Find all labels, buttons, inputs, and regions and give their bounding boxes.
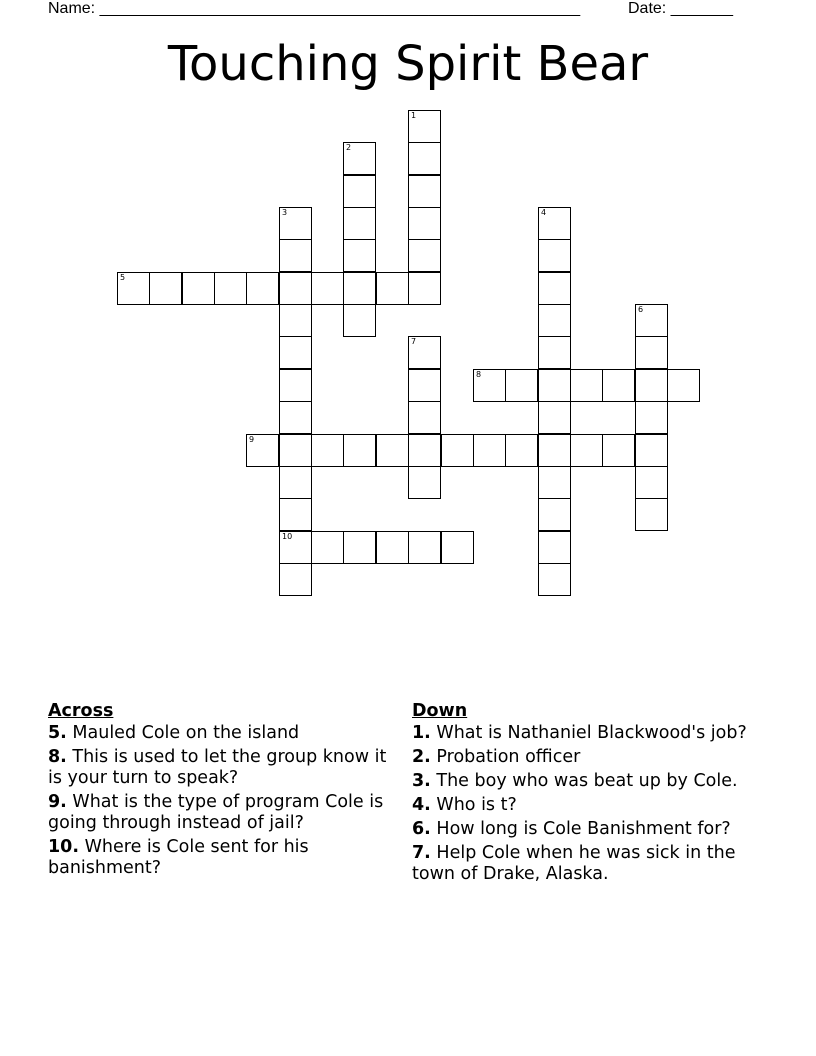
grid-cell[interactable] [343, 207, 376, 240]
clue-number: 6. [412, 819, 431, 839]
across-clue-8 [48, 747, 403, 789]
down-clue-1 [412, 723, 752, 744]
grid-cell[interactable] [538, 401, 571, 434]
clue-text: The boy who was beat up by Cole. [436, 771, 738, 791]
grid-cell[interactable] [279, 336, 312, 369]
grid-cell[interactable] [311, 434, 344, 467]
grid-cell[interactable] [343, 175, 376, 208]
grid-cell[interactable] [408, 369, 441, 402]
grid-cell[interactable] [538, 369, 571, 402]
grid-cell[interactable] [279, 272, 312, 305]
name-label: Name: [48, 0, 96, 17]
grid-cell[interactable] [343, 239, 376, 272]
grid-cell[interactable] [246, 272, 279, 305]
clue-text: Mauled Cole on the island [72, 723, 300, 743]
grid-cell[interactable] [408, 272, 441, 305]
clue-text: Help Cole when he was sick in the town of Drake, Alaska. [412, 843, 736, 884]
clue-number-label: 6 [638, 305, 644, 314]
down-clue-4 [412, 795, 752, 816]
clue-number-label: 5 [120, 273, 126, 282]
grid-cell[interactable] [279, 466, 312, 499]
grid-cell[interactable] [343, 142, 376, 175]
across-clue-9 [48, 792, 403, 834]
grid-cell[interactable] [602, 369, 635, 402]
grid-cell[interactable] [473, 369, 506, 402]
grid-cell[interactable] [343, 531, 376, 564]
grid-cell[interactable] [279, 369, 312, 402]
down-clue-2 [412, 747, 752, 768]
clue-text: What is the type of program Cole is going through instead of jail? [48, 792, 384, 833]
down-clue-3 [412, 771, 752, 792]
grid-cell[interactable] [538, 531, 571, 564]
clue-number-label: 9 [249, 435, 255, 444]
grid-cell[interactable] [538, 272, 571, 305]
clue-number: 5. [48, 723, 67, 743]
grid-cell[interactable] [343, 434, 376, 467]
clue-text: Who is t? [436, 795, 517, 815]
across-heading: Across [48, 701, 114, 721]
grid-cell[interactable] [538, 434, 571, 467]
grid-cell[interactable] [538, 498, 571, 531]
clue-number: 3. [412, 771, 431, 791]
grid-cell[interactable] [408, 142, 441, 175]
down-heading: Down [412, 701, 468, 721]
clue-number-label: 4 [541, 208, 547, 217]
clue-number-label: 8 [476, 370, 482, 379]
grid-cell[interactable] [635, 336, 668, 369]
grid-cell[interactable] [538, 336, 571, 369]
grid-cell[interactable] [538, 563, 571, 596]
grid-cell[interactable] [117, 272, 150, 305]
down-clue-7 [412, 843, 752, 885]
grid-cell[interactable] [408, 207, 441, 240]
clue-number-label: 2 [346, 143, 352, 152]
grid-cell[interactable] [408, 175, 441, 208]
down-clues [412, 701, 752, 888]
clue-number: 7. [412, 843, 431, 863]
grid-cell[interactable] [505, 434, 538, 467]
clue-number: 4. [412, 795, 431, 815]
grid-cell[interactable] [635, 498, 668, 531]
grid-cell[interactable] [279, 434, 312, 467]
clue-number-label: 7 [411, 337, 417, 346]
grid-cell[interactable] [408, 401, 441, 434]
grid-cell[interactable] [279, 401, 312, 434]
grid-cell[interactable] [279, 207, 312, 240]
grid-cell[interactable] [182, 272, 215, 305]
clue-number-label: 1 [411, 111, 417, 120]
grid-cell[interactable] [635, 304, 668, 337]
grid-cell[interactable] [441, 434, 474, 467]
grid-cell[interactable] [408, 239, 441, 272]
grid-cell[interactable] [279, 563, 312, 596]
grid-cell[interactable] [408, 466, 441, 499]
grid-cell[interactable] [279, 531, 312, 564]
down-clue-6 [412, 819, 752, 840]
grid-cell[interactable] [635, 466, 668, 499]
clue-text: How long is Cole Banishment for? [436, 819, 731, 839]
grid-cell[interactable] [311, 272, 344, 305]
grid-cell[interactable] [214, 272, 247, 305]
grid-cell[interactable] [376, 434, 409, 467]
grid-cell[interactable] [343, 304, 376, 337]
grid-cell[interactable] [408, 434, 441, 467]
grid-cell[interactable] [505, 369, 538, 402]
grid-cell[interactable] [343, 272, 376, 305]
clue-text: This is used to let the group know it is your turn to speak? [48, 747, 387, 788]
date-blank[interactable]: _______ [670, 0, 733, 17]
clue-number-label: 3 [282, 208, 288, 217]
grid-cell[interactable] [538, 239, 571, 272]
clue-number: 10. [48, 837, 80, 857]
grid-cell[interactable] [538, 207, 571, 240]
grid-cell[interactable] [570, 434, 603, 467]
grid-cell[interactable] [473, 434, 506, 467]
grid-cell[interactable] [635, 434, 668, 467]
clue-text: What is Nathaniel Blackwood's job? [436, 723, 747, 743]
clue-text: Where is Cole sent for his banishment? [48, 837, 309, 878]
clue-number: 2. [412, 747, 431, 767]
grid-cell[interactable] [311, 531, 344, 564]
grid-cell[interactable] [279, 304, 312, 337]
grid-cell[interactable] [376, 272, 409, 305]
grid-cell[interactable] [538, 466, 571, 499]
clue-number: 8. [48, 747, 67, 767]
grid-cell[interactable] [667, 369, 700, 402]
grid-cell[interactable] [570, 369, 603, 402]
grid-cell[interactable] [279, 498, 312, 531]
grid-cell[interactable] [149, 272, 182, 305]
grid-cell[interactable] [635, 401, 668, 434]
across-clue-10 [48, 837, 403, 879]
grid-cell[interactable] [441, 531, 474, 564]
across-clues [48, 701, 403, 882]
clue-number: 1. [412, 723, 431, 743]
grid-cell[interactable] [635, 369, 668, 402]
grid-cell[interactable] [376, 531, 409, 564]
clue-text: Probation officer [436, 747, 581, 767]
grid-cell[interactable] [246, 434, 279, 467]
grid-cell[interactable] [408, 336, 441, 369]
grid-cell[interactable] [408, 110, 441, 143]
grid-cell[interactable] [538, 304, 571, 337]
date-label: Date: [628, 0, 667, 17]
grid-cell[interactable] [279, 239, 312, 272]
name-blank[interactable]: ______________________________________________________ [99, 0, 581, 17]
clue-number: 9. [48, 792, 67, 812]
clue-number-label: 10 [282, 532, 293, 541]
grid-cell[interactable] [602, 434, 635, 467]
across-clue-5 [48, 723, 403, 744]
grid-cell[interactable] [408, 531, 441, 564]
page-title: Touching Spirit Bear [167, 36, 649, 92]
